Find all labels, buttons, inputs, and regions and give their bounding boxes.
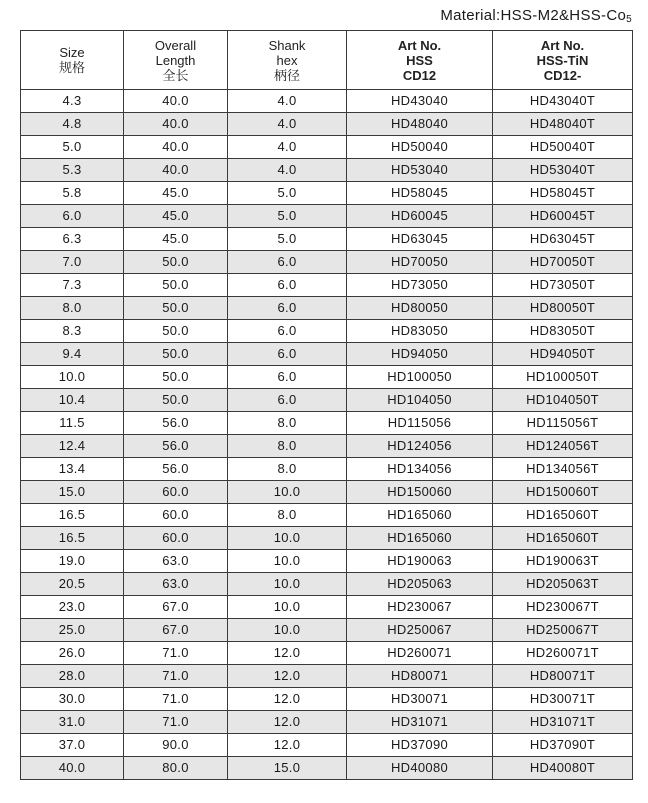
header-length-zh: 全长 [162,67,189,83]
header-length-en-2: Length [155,52,196,68]
cell-art-tin: HD37090T [493,734,633,757]
header-row [21,31,633,90]
cell-art-tin: HD205063T [493,573,633,596]
cell-art-hss: HD73050 [347,274,493,297]
header-shank [228,31,347,90]
cell-size: 4.3 [21,90,124,113]
cell-art-hss: HD250067 [347,619,493,642]
table-row [21,297,633,320]
cell-size: 16.5 [21,504,124,527]
cell-art-tin: HD30071T [493,688,633,711]
cell-art-tin: HD53040T [493,159,633,182]
cell-size: 19.0 [21,550,124,573]
table-row [21,412,633,435]
cell-size: 7.0 [21,251,124,274]
cell-length: 50.0 [124,389,228,412]
cell-length: 50.0 [124,297,228,320]
cell-size: 6.3 [21,228,124,251]
cell-length: 63.0 [124,550,228,573]
cell-shank: 5.0 [228,205,347,228]
cell-length: 45.0 [124,205,228,228]
cell-art-hss: HD53040 [347,159,493,182]
cell-size: 5.0 [21,136,124,159]
cell-art-tin: HD48040T [493,113,633,136]
header-shank-en-1: Shank [268,37,306,53]
cell-art-tin: HD40080T [493,757,633,780]
table-row [21,619,633,642]
cell-length: 45.0 [124,182,228,205]
spec-table [20,30,633,780]
cell-art-hss: HD100050 [347,366,493,389]
cell-art-tin: HD250067T [493,619,633,642]
header-shank-en-2: hex [276,52,298,68]
cell-length: 71.0 [124,711,228,734]
cell-shank: 12.0 [228,711,347,734]
cell-art-tin: HD150060T [493,481,633,504]
header-art-hss [347,31,493,90]
cell-shank: 6.0 [228,389,347,412]
table-row [21,550,633,573]
cell-shank: 10.0 [228,596,347,619]
cell-shank: 12.0 [228,734,347,757]
cell-length: 50.0 [124,343,228,366]
cell-size: 37.0 [21,734,124,757]
header-art-tin [493,31,633,90]
cell-size: 5.3 [21,159,124,182]
table-row [21,343,633,366]
cell-length: 40.0 [124,136,228,159]
cell-length: 50.0 [124,366,228,389]
cell-art-tin: HD83050T [493,320,633,343]
cell-size: 8.3 [21,320,124,343]
cell-size: 40.0 [21,757,124,780]
cell-length: 80.0 [124,757,228,780]
cell-length: 40.0 [124,159,228,182]
cell-art-tin: HD50040T [493,136,633,159]
cell-art-hss: HD94050 [347,343,493,366]
table-row [21,435,633,458]
cell-art-tin: HD100050T [493,366,633,389]
cell-art-tin: HD230067T [493,596,633,619]
cell-size: 12.4 [21,435,124,458]
cell-size: 13.4 [21,458,124,481]
cell-shank: 10.0 [228,527,347,550]
table-row [21,205,633,228]
cell-length: 45.0 [124,228,228,251]
cell-art-tin: HD43040T [493,90,633,113]
table-row [21,274,633,297]
cell-art-tin: HD60045T [493,205,633,228]
cell-length: 71.0 [124,665,228,688]
table-row [21,504,633,527]
table-row [21,113,633,136]
table-row [21,159,633,182]
table-row [21,642,633,665]
cell-shank: 8.0 [228,458,347,481]
cell-art-hss: HD70050 [347,251,493,274]
cell-shank: 6.0 [228,274,347,297]
cell-length: 50.0 [124,320,228,343]
cell-size: 10.4 [21,389,124,412]
header-art-hss-2: HSS [406,52,433,68]
cell-shank: 4.0 [228,159,347,182]
table-body [21,90,633,780]
cell-art-hss: HD104050 [347,389,493,412]
cell-length: 90.0 [124,734,228,757]
header-length [124,31,228,90]
cell-shank: 6.0 [228,297,347,320]
table-row [21,228,633,251]
cell-art-hss: HD205063 [347,573,493,596]
cell-art-hss: HD134056 [347,458,493,481]
material-subscript: 5 [626,14,632,25]
cell-size: 15.0 [21,481,124,504]
cell-art-hss: HD40080 [347,757,493,780]
table-row [21,481,633,504]
cell-shank: 10.0 [228,550,347,573]
table-row [21,182,633,205]
cell-art-tin: HD58045T [493,182,633,205]
cell-shank: 10.0 [228,481,347,504]
cell-art-hss: HD48040 [347,113,493,136]
material-label [440,7,632,25]
material-text: Material:HSS-M2&HSS-Co [440,7,627,24]
cell-length: 60.0 [124,481,228,504]
cell-art-tin: HD94050T [493,343,633,366]
cell-size: 4.8 [21,113,124,136]
cell-size: 11.5 [21,412,124,435]
header-length-en-1: Overall [154,37,197,53]
cell-size: 8.0 [21,297,124,320]
table-row [21,320,633,343]
cell-art-hss: HD80071 [347,665,493,688]
cell-art-hss: HD165060 [347,527,493,550]
cell-art-tin: HD63045T [493,228,633,251]
cell-art-tin: HD73050T [493,274,633,297]
cell-size: 20.5 [21,573,124,596]
header-size-zh: 规格 [58,60,85,75]
cell-shank: 10.0 [228,573,347,596]
cell-size: 30.0 [21,688,124,711]
cell-size: 10.0 [21,366,124,389]
cell-size: 25.0 [21,619,124,642]
cell-art-hss: HD150060 [347,481,493,504]
header-art-tin-1: Art No. [540,37,585,53]
table-row [21,90,633,113]
cell-length: 60.0 [124,504,228,527]
table-row [21,527,633,550]
cell-art-hss: HD60045 [347,205,493,228]
cell-shank: 6.0 [228,366,347,389]
cell-shank: 4.0 [228,113,347,136]
table-row [21,688,633,711]
cell-shank: 5.0 [228,182,347,205]
cell-length: 67.0 [124,596,228,619]
cell-length: 71.0 [124,688,228,711]
cell-shank: 6.0 [228,320,347,343]
cell-shank: 8.0 [228,504,347,527]
cell-art-hss: HD83050 [347,320,493,343]
cell-shank: 12.0 [228,665,347,688]
cell-art-hss: HD43040 [347,90,493,113]
cell-art-tin: HD260071T [493,642,633,665]
table-row [21,136,633,159]
table-row [21,458,633,481]
table-header [21,31,633,90]
cell-size: 28.0 [21,665,124,688]
cell-shank: 4.0 [228,136,347,159]
cell-art-tin: HD115056T [493,412,633,435]
cell-art-hss: HD190063 [347,550,493,573]
cell-length: 60.0 [124,527,228,550]
header-size [21,31,124,90]
cell-length: 67.0 [124,619,228,642]
table-row [21,573,633,596]
table-row [21,596,633,619]
cell-shank: 4.0 [228,90,347,113]
table-row [21,757,633,780]
cell-art-tin: HD190063T [493,550,633,573]
cell-size: 9.4 [21,343,124,366]
cell-length: 71.0 [124,642,228,665]
cell-art-tin: HD104050T [493,389,633,412]
table-row [21,711,633,734]
cell-size: 7.3 [21,274,124,297]
cell-size: 6.0 [21,205,124,228]
cell-size: 5.8 [21,182,124,205]
header-art-tin-2: HSS-TiN [536,52,589,68]
cell-shank: 6.0 [228,343,347,366]
cell-art-hss: HD50040 [347,136,493,159]
cell-shank: 15.0 [228,757,347,780]
cell-art-tin: HD31071T [493,711,633,734]
cell-art-tin: HD80050T [493,297,633,320]
header-art-tin-3: CD12- [543,67,582,83]
cell-art-tin: HD134056T [493,458,633,481]
cell-size: 31.0 [21,711,124,734]
cell-length: 50.0 [124,274,228,297]
cell-art-hss: HD63045 [347,228,493,251]
cell-art-hss: HD260071 [347,642,493,665]
cell-shank: 5.0 [228,228,347,251]
cell-art-tin: HD165060T [493,527,633,550]
cell-shank: 6.0 [228,251,347,274]
cell-art-hss: HD30071 [347,688,493,711]
cell-length: 56.0 [124,458,228,481]
table-row [21,665,633,688]
cell-length: 56.0 [124,412,228,435]
cell-art-tin: HD165060T [493,504,633,527]
cell-art-hss: HD31071 [347,711,493,734]
cell-size: 16.5 [21,527,124,550]
cell-art-hss: HD37090 [347,734,493,757]
cell-shank: 8.0 [228,412,347,435]
cell-length: 50.0 [124,251,228,274]
cell-art-hss: HD115056 [347,412,493,435]
cell-length: 63.0 [124,573,228,596]
cell-shank: 10.0 [228,619,347,642]
header-size-en: Size [59,45,85,60]
cell-art-hss: HD230067 [347,596,493,619]
cell-length: 56.0 [124,435,228,458]
cell-length: 40.0 [124,113,228,136]
cell-art-tin: HD70050T [493,251,633,274]
table-row [21,366,633,389]
table-row [21,389,633,412]
cell-art-hss: HD124056 [347,435,493,458]
cell-size: 26.0 [21,642,124,665]
cell-length: 40.0 [124,90,228,113]
header-art-hss-3: CD12 [402,67,437,83]
cell-shank: 8.0 [228,435,347,458]
cell-art-tin: HD124056T [493,435,633,458]
cell-art-tin: HD80071T [493,665,633,688]
table-row [21,251,633,274]
cell-art-hss: HD58045 [347,182,493,205]
cell-shank: 12.0 [228,642,347,665]
header-art-hss-1: Art No. [397,37,442,53]
cell-art-hss: HD165060 [347,504,493,527]
cell-art-hss: HD80050 [347,297,493,320]
cell-shank: 12.0 [228,688,347,711]
header-shank-zh: 柄径 [273,67,300,83]
table-row [21,734,633,757]
cell-size: 23.0 [21,596,124,619]
